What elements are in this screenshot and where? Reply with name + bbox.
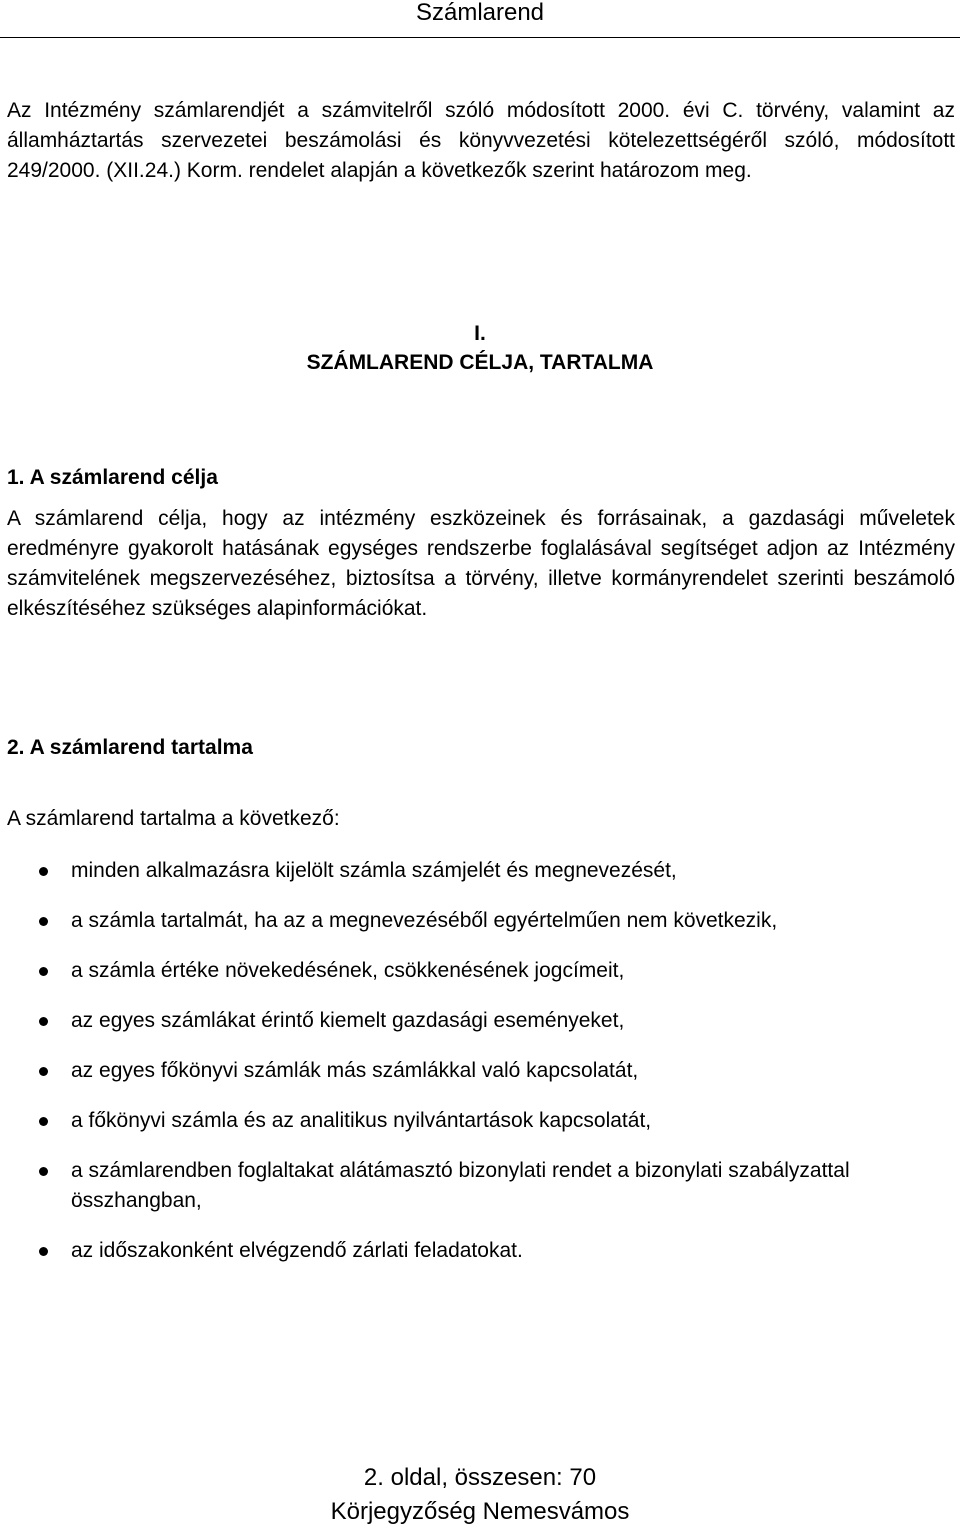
list-item-text: minden alkalmazásra kijelölt számla számjelét és megnevezését,	[71, 859, 677, 882]
intro-paragraph: Az Intézmény számlarendjét a számvitelről szóló módosított 2000. évi C. törvény, valamint az államháztartás szervezetei beszámolási és könyvvezetési kötelezettségéről szóló, módosított 249/2000. (XII.24.) Korm. rendelet alapján a következők szerint határozom meg.	[7, 99, 955, 182]
subsection-2-heading: 2. A számlarend tartalma	[7, 736, 253, 759]
list-item-text: az egyes számlákat érintő kiemelt gazdasági eseményeket,	[71, 1009, 625, 1032]
subsection-1-heading: 1. A számlarend célja	[7, 466, 218, 489]
bullet-icon	[39, 917, 48, 926]
list-item-text: a számla tartalmát, ha az a megnevezéséből egyértelműen nem következik,	[71, 909, 778, 932]
page-header-title: Számlarend	[415, 0, 545, 26]
content-bullet-list	[0, 856, 955, 1266]
bullet-icon	[39, 1167, 48, 1176]
list-item	[0, 1156, 955, 1216]
list-item	[0, 1056, 955, 1086]
subsection-1-body: A számlarend célja, hogy az intézmény eszközeinek és forrásainak, a gazdasági műveletek eredményre gyakorolt hatásának egységes rendszerbe foglalásával segítséget adjon az Intézmény számvitelének megszervezéséhez, biztosítsa a törvény, illetve kormányrendelet szerinti beszámoló elkészítéséhez szükséges alapinformációkat.	[7, 507, 955, 620]
bullet-icon	[39, 1247, 48, 1256]
list-item-text: a számlarendben foglaltakat alátámasztó bizonylati rendet a bizonylati szabályzattal összhangban,	[71, 1159, 850, 1212]
list-item	[0, 1006, 955, 1036]
footer-organization: Körjegyzőség Nemesvámos	[330, 1498, 630, 1525]
section-number: I.	[474, 322, 486, 345]
bullet-icon	[39, 1017, 48, 1026]
list-item	[0, 906, 955, 936]
list-item-text: az egyes főkönyvi számlák más számlákkal való kapcsolatát,	[71, 1059, 639, 1082]
list-item	[0, 1236, 955, 1266]
list-item-text: a számla értéke növekedésének, csökkenésének jogcímeit,	[71, 959, 625, 982]
list-item-text: az időszakonként elvégzendő zárlati feladatokat.	[71, 1239, 523, 1262]
list-item	[0, 956, 955, 986]
section-title: SZÁMLAREND CÉLJA, TARTALMA	[306, 351, 654, 374]
subsection-2-lead: A számlarend tartalma a következő:	[7, 807, 340, 830]
bullet-icon	[39, 967, 48, 976]
footer-page-info: 2. oldal, összesen: 70	[363, 1464, 597, 1491]
list-item-text: a főkönyvi számla és az analitikus nyilvántartások kapcsolatát,	[71, 1109, 652, 1132]
bullet-icon	[39, 1067, 48, 1076]
list-item	[0, 856, 955, 886]
header-divider	[0, 37, 960, 38]
bullet-icon	[39, 867, 48, 876]
bullet-icon	[39, 1117, 48, 1126]
list-item	[0, 1106, 955, 1136]
